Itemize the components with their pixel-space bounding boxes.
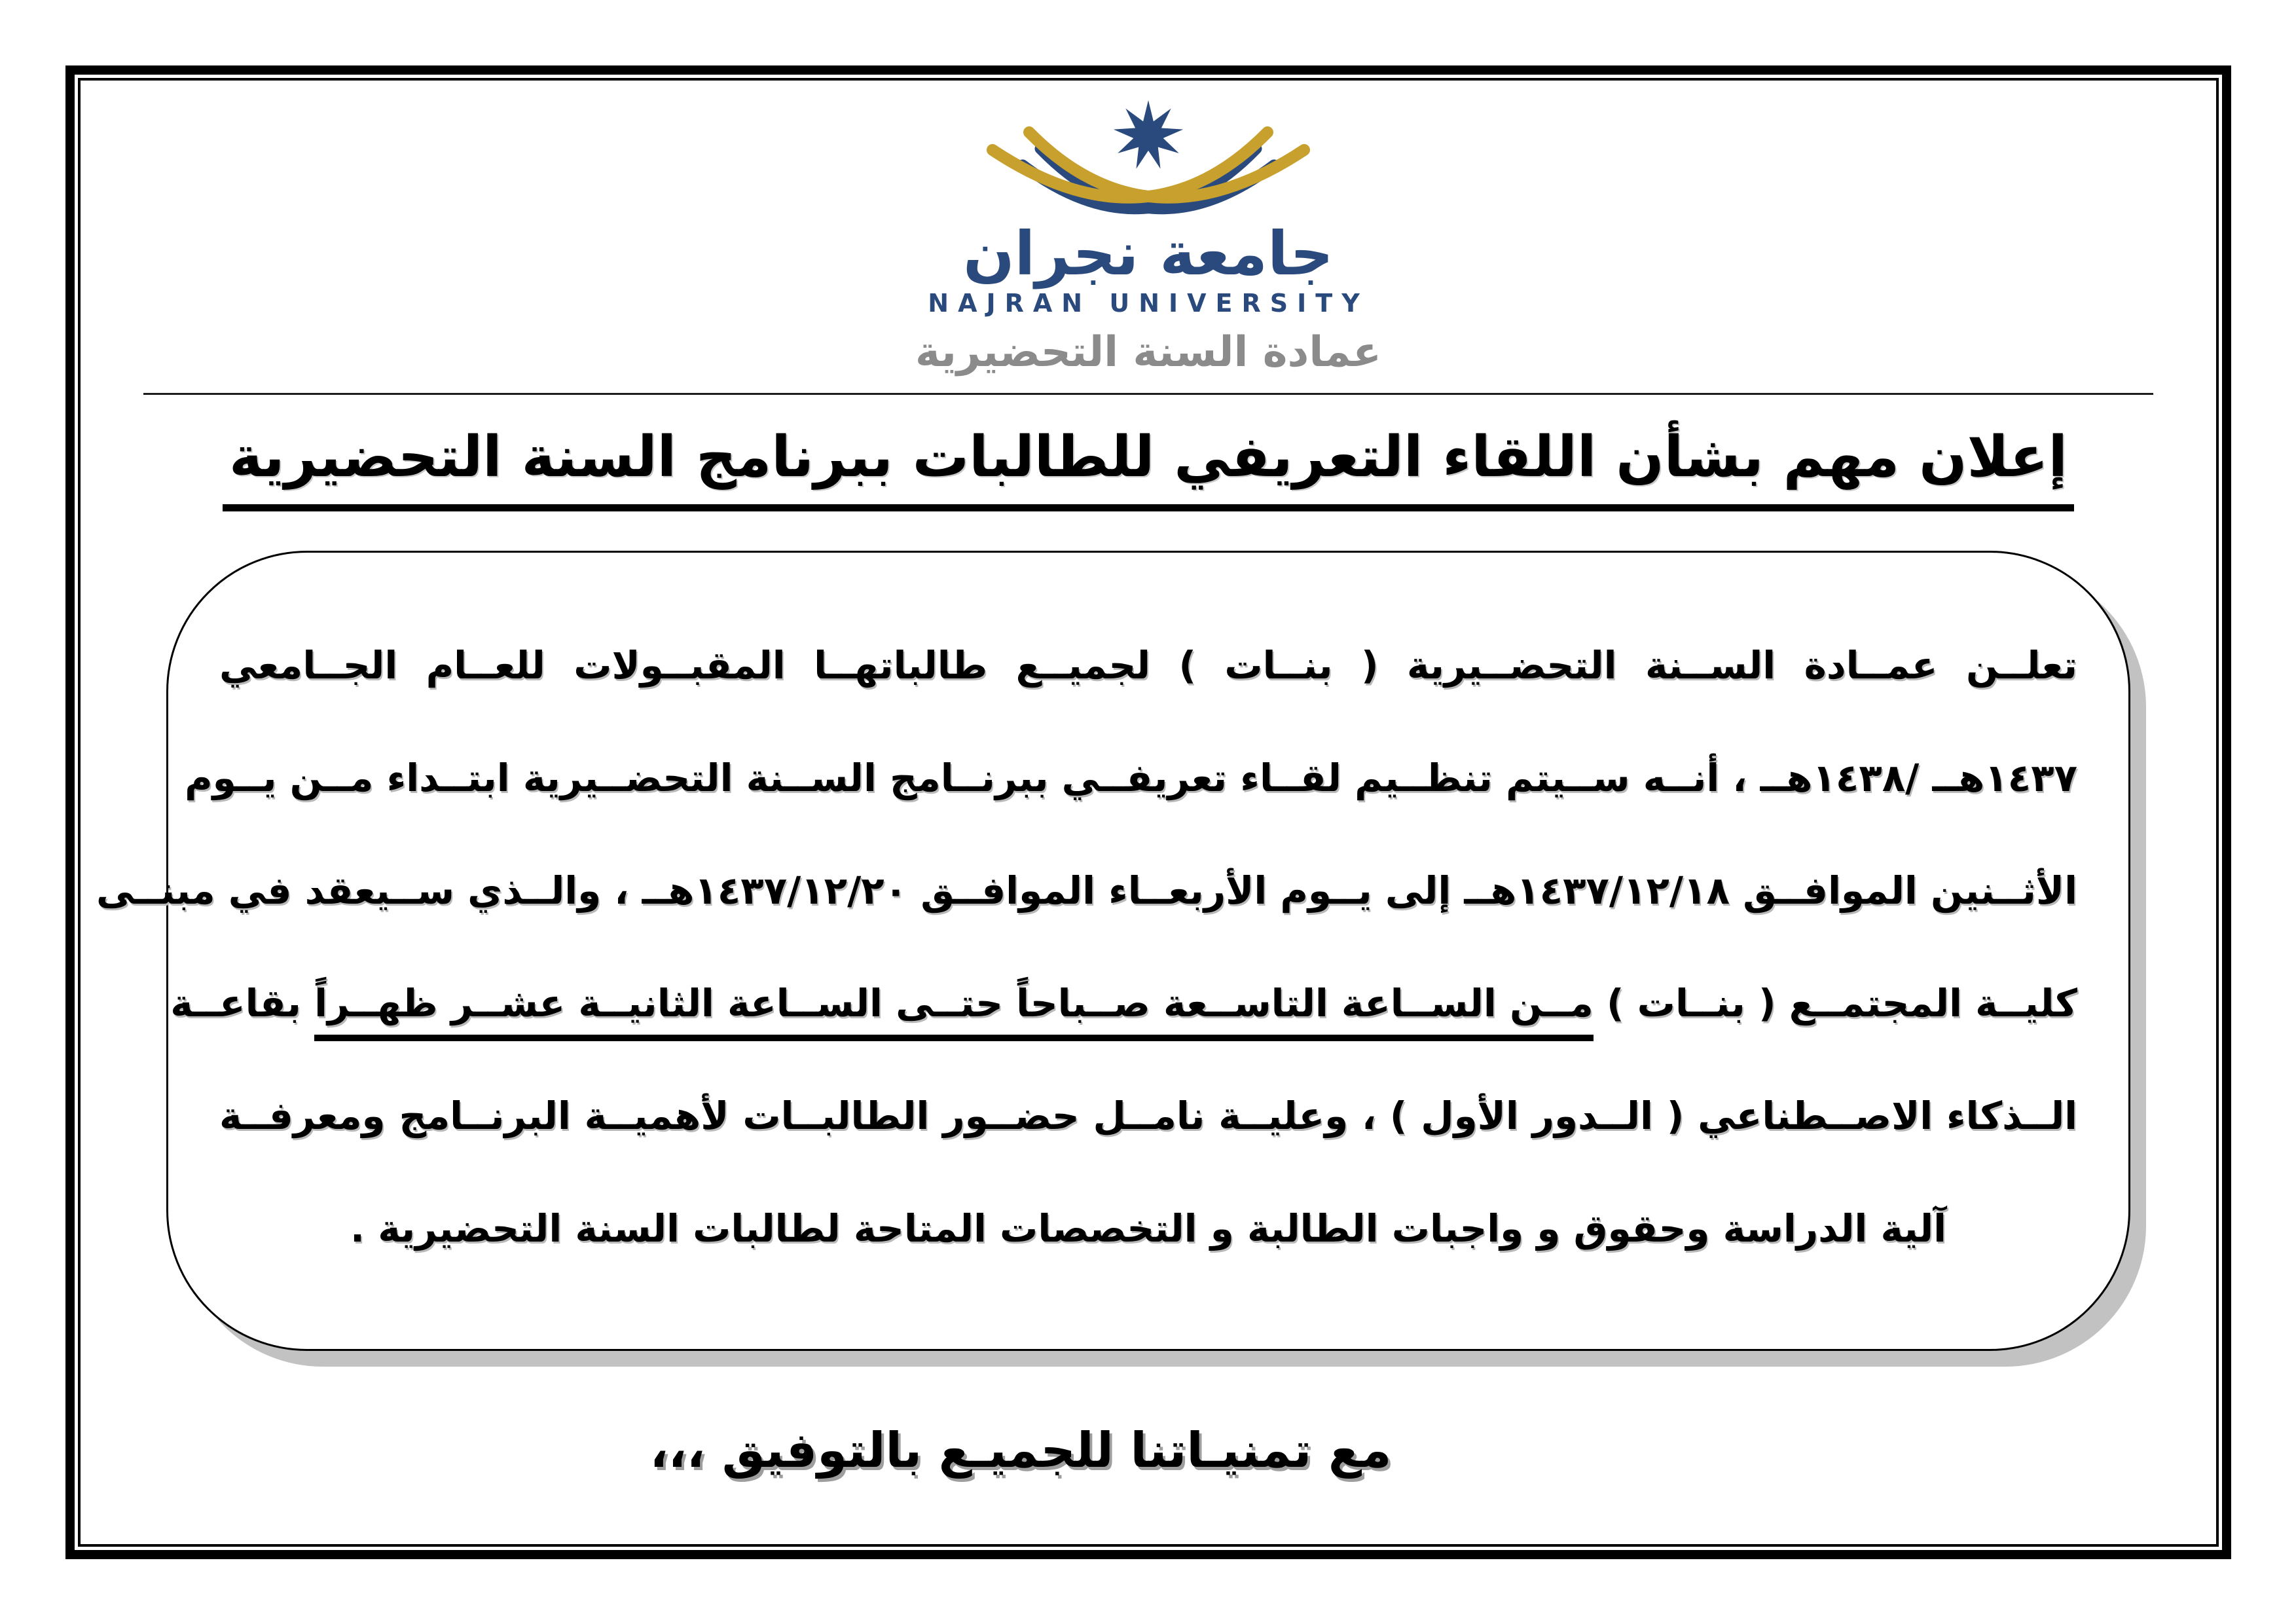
line-pre-text: كليــة المجتمــع ( بنــات )	[1606, 981, 2077, 1026]
meeting-time-underlined: مــن الســاعة التاســعة صــباحاً حتــى الســاعة الثانيــة عشــر ظهــراً	[314, 981, 1594, 1041]
announcement-line: تعلــن عمــادة الســنة التحضــيرية ( بنــات ) لجميــع طالباتهــا المقبــولات للعــام الجــامعي	[219, 643, 2077, 688]
announcement-line: الأثــنين الموافــق ١٤٣٧/١٢/١٨هــ إلى يــوم الأربعــاء الموافــق ١٤٣٧/١٢/٢٠هــ ، والــذي ســيعقد في مبنــى	[96, 868, 2077, 913]
star-icon	[1114, 100, 1183, 169]
closing-wishes: مع تمنيـاتنا للجميـع بالتوفيق ،،،	[649, 1422, 1392, 1479]
announcement-box	[96, 551, 2130, 1351]
page-title: إعلان مهم بشأن اللقاء التعريفي للطالبات ببرنامج السنة التحضيرية	[223, 422, 2074, 512]
department-name: عمادة السنة التحضيرية	[915, 328, 1381, 377]
university-logo	[81, 96, 2216, 317]
university-name-arabic: جامعة نجران	[963, 219, 1334, 289]
announcement-line: الــذكاء الاصــطناعي ( الــدور الأول ) ، وعليــة نامــل حضــور الطالبــات لأهميــة البرنــامج ومعرفــة	[219, 1094, 2077, 1139]
announcement-line: آلية الدراسة وحقوق و واجبات الطالبة و التخصصات المتاحة لطالبات السنة التحضيرية .	[350, 1206, 1946, 1251]
announcement-line: ١٤٣٧هــ /١٤٣٨هــ ، أنــه ســيتم تنظــيم لقــاء تعريفــي ببرنــامج الســنة التحضــيرية ابتــداء مــن يــوم	[185, 756, 2077, 801]
university-name-english: NAJRAN UNIVERSITY	[928, 288, 1369, 318]
line-post-text: بقاعــة	[170, 981, 301, 1026]
announcement-line-with-underline	[170, 947, 2077, 1060]
page-border-inner	[78, 78, 2219, 1547]
page-border-outer	[65, 65, 2231, 1559]
header-divider	[143, 393, 2153, 395]
university-logo-mark	[978, 96, 1319, 237]
